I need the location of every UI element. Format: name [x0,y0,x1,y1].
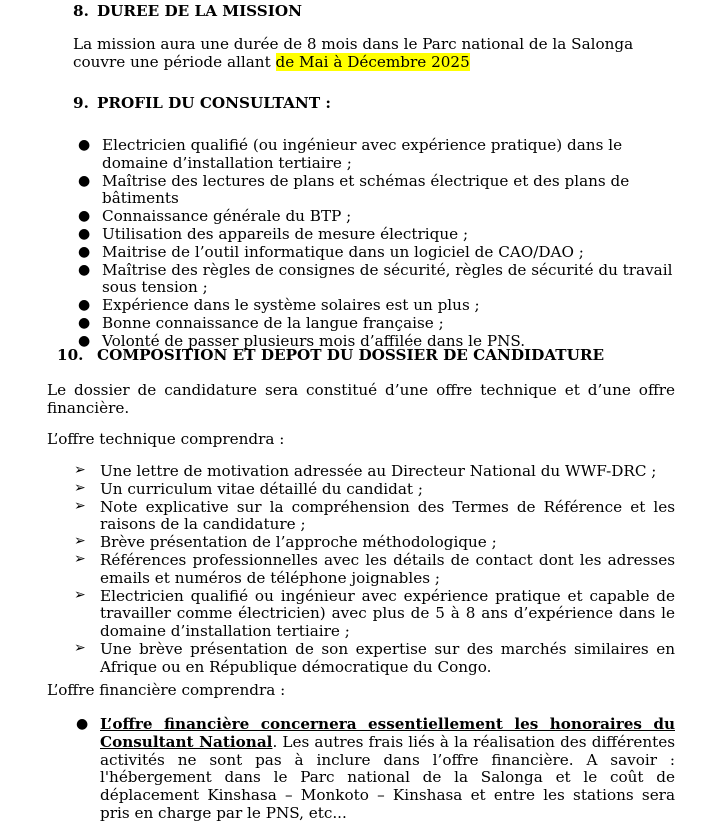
list-item-text: Une brève présentation de son expertise sur des marchés similaires en Afrique ou en République démocratique du Congo. [100,639,675,676]
bullet-icon: ● [78,332,91,349]
bullet-icon: ● [78,261,91,278]
list-item [73,481,675,499]
list-item-text: Electricien qualifié ou ingénieur avec expérience pratique et capable de travailler comme électricien) avec plus de 5 à 8 ans d’expérience dans le domaine d’installation tertiaire ; [100,586,675,641]
section-10-heading [57,347,604,365]
section-8-paragraph [73,36,675,72]
list-item-text: Maitrise de l’outil informatique dans un logiciel de CAO/DAO ; [102,242,584,261]
bullet-icon: ● [76,716,89,732]
list-item-text: Maîtrise des règles de consignes de sécurité, règles de sécurité du travail sous tension ; [102,260,673,297]
technical-offer-list [73,463,675,677]
list-item [75,208,677,226]
arrow-icon: ➢ [74,479,86,496]
section-10-intro: Le dossier de candidature sera constitué d’une offre technique et d’une offre financière. [47,381,675,417]
arrow-icon: ➢ [74,586,86,603]
arrow-icon: ➢ [74,462,86,478]
arrow-icon: ➢ [74,497,86,514]
list-item [75,262,677,298]
arrow-icon: ➢ [74,639,86,656]
bullet-icon: ● [78,243,91,260]
list-item-text: Expérience dans le système solaires est un plus ; [102,296,480,315]
list-item [73,588,675,641]
section-8-heading [73,3,302,21]
list-item-text: Bonne connaissance de la langue française ; [102,313,444,332]
list-item [75,173,677,209]
technical-offer-label: L’offre technique comprendra : [47,430,285,448]
list-item [73,716,675,823]
list-item [75,226,677,244]
list-item-text: Une lettre de motivation adressée au Directeur National du WWF-DRC ; [100,462,657,480]
list-item [75,297,677,315]
bullet-icon: ● [78,137,91,153]
list-item-text: Note explicative sur la compréhension des Termes de Référence et les raisons de la candidature ; [100,497,675,534]
section-9-heading [73,95,331,113]
section-number: 9. [73,94,89,112]
list-item [73,499,675,535]
paragraph-text: La mission aura une durée de 8 mois dans le Parc national de la Salonga couvre une période allant [73,35,634,71]
bullet-icon: ● [78,225,91,242]
list-item [75,315,677,333]
list-item-text: Utilisation des appareils de mesure électrique ; [102,224,469,243]
list-item-text: Maîtrise des lectures de plans et schémas électrique et des plans de bâtiments [102,171,630,208]
list-item [75,244,677,262]
section-number: 8. [73,2,89,20]
list-item-text: Connaissance générale du BTP ; [102,207,352,226]
list-item [73,463,675,481]
section-title: PROFIL DU CONSULTANT : [97,94,332,112]
list-item [73,552,675,588]
bullet-icon: ● [78,208,91,225]
arrow-icon: ➢ [74,533,86,550]
list-item-text: Brève présentation de l’approche méthodologique ; [100,533,497,552]
arrow-icon: ➢ [74,550,86,567]
list-item [73,641,675,677]
section-title: COMPOSITION ET DEPOT DU DOSSIER DE CANDIDATURE [97,346,605,364]
financial-offer-label: L’offre financière comprendra : [47,681,286,699]
list-item-text: Electricien qualifié (ou ingénieur avec expérience pratique) dans le domaine d’installation tertiaire ; [102,136,623,172]
list-item-text: Un curriculum vitae détaillé du candidat ; [100,479,423,498]
highlighted-dates: de Mai à Décembre 2025 [275,52,470,71]
profile-bullet-list [75,137,677,351]
financial-offer-emphasis: L’offre financière concernera essentiellement les honoraires du Consultant National [100,715,675,751]
section-title: DUREE DE LA MISSION [97,2,302,20]
section-number: 10. [57,346,84,364]
financial-offer-list [73,716,675,823]
list-item-text: Références professionnelles avec les détails de contact dont les adresses emails et numéros de téléphone joignables ; [100,550,675,587]
bullet-icon: ● [78,172,91,189]
bullet-icon: ● [78,314,91,331]
list-item [75,137,677,173]
financial-offer-details: . Les autres frais liés à la réalisation des différentes activités ne sont pas à inclure dans l’offre financière. A savoir : l'hébergement dans le Parc national de la Salonga et le coût de déplacement Kinshasa – Monkoto – Kinshasa et entre les stations sera pris en charge par le PNS, etc... [100,732,675,822]
list-item [73,534,675,552]
list-item-text: Volonté de passer plusieurs mois d’affilée dans le PNS. [102,331,526,350]
bullet-icon: ● [78,297,91,314]
